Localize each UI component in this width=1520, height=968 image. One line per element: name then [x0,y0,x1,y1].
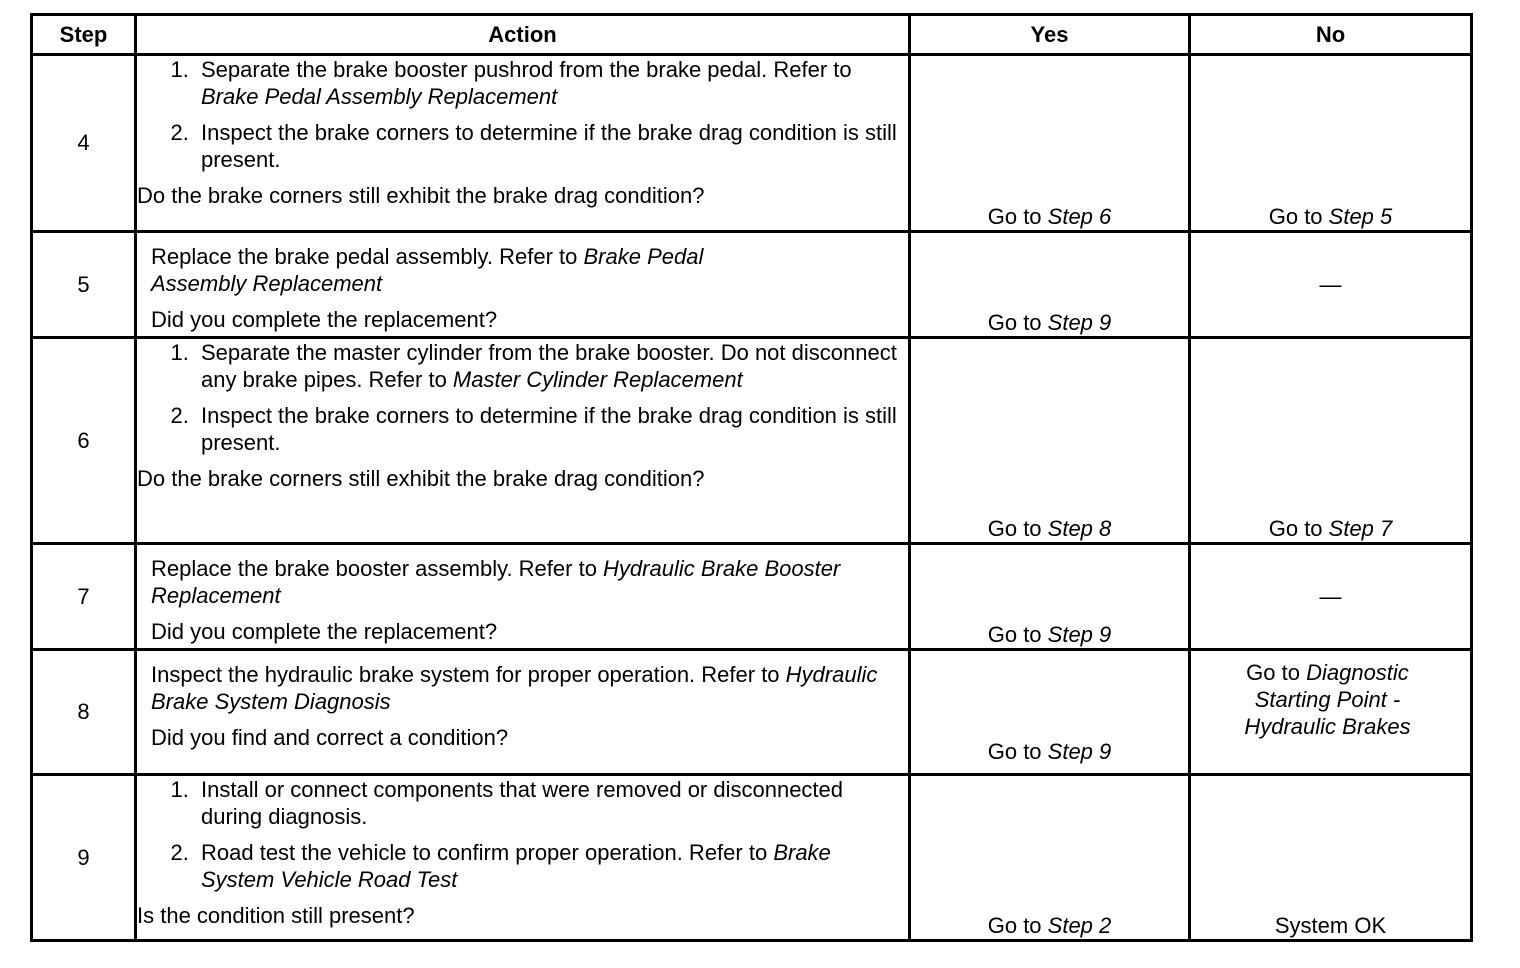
table-row [32,232,1472,338]
list-item [195,56,908,110]
action-list [137,339,908,456]
question: Do the brake corners still exhibit the brake drag condition? [137,183,705,208]
yes-cell [910,232,1190,338]
no-reference: Diagnostic Starting Point - Hydraulic Brakes [1244,660,1411,739]
action-cell [136,544,910,650]
yes-cell [910,544,1190,650]
yes-reference: Step 9 [1047,622,1112,647]
item-reference: Master Cylinder Replacement [452,367,743,392]
instruction-reference: Hydraulic Brake Booster Replacement [151,556,841,608]
yes-reference: Step 6 [1047,204,1112,229]
yes-prefix: Go to [987,739,1048,764]
question: Do the brake corners still exhibit the brake drag condition? [137,466,705,491]
item-text: Separate the brake booster pushrod from the brake pedal. Refer to [201,57,852,82]
yes-cell [910,650,1190,775]
no-prefix: Go to [1246,660,1307,685]
no-cell [1190,55,1472,232]
item-text: Install or connect components that were removed or disconnected during diagnosis. [201,777,844,829]
step-number: 5 [32,232,136,338]
yes-reference: Step 2 [1047,913,1112,938]
list-item [195,119,908,173]
header-row [32,15,1472,55]
yes-reference: Step 9 [1047,739,1112,764]
item-text: Road test the vehicle to confirm proper operation. Refer to [201,840,774,865]
no-reference: Step 7 [1328,516,1393,541]
step-number: 7 [32,544,136,650]
instruction-text: Replace the brake pedal assembly. Refer to [151,244,584,269]
instruction-text: Inspect the hydraulic brake system for proper operation. Refer to [151,662,786,687]
instruction [151,243,908,297]
diagnostic-table [30,13,1473,942]
step-number: 4 [32,55,136,232]
step-number: 6 [32,338,136,544]
list-item [195,839,868,893]
table-row [32,775,1472,941]
yes-prefix: Go to [987,913,1048,938]
action-cell [136,232,910,338]
yes-prefix: Go to [987,310,1048,335]
table-row [32,544,1472,650]
yes-prefix: Go to [987,204,1048,229]
action-cell [136,775,910,941]
yes-reference: Step 8 [1047,516,1112,541]
item-text: Separate the master cylinder from the brake booster. Do not disconnect any brake pipes. Refer to [201,340,897,392]
item-reference: Brake System Vehicle Road Test [201,840,831,892]
instruction [151,661,908,715]
item-text: Inspect the brake corners to determine if the brake drag condition is still present. [201,403,897,455]
header-action: Action [136,15,910,55]
header-step: Step [32,15,136,55]
instruction-reference: Brake Pedal Assembly Replacement [151,244,704,296]
yes-cell [910,55,1190,232]
yes-cell [910,338,1190,544]
action-list [137,56,908,173]
no-prefix: Go to [1268,516,1329,541]
no-cell [1190,650,1472,775]
action-cell [136,338,910,544]
question: Did you complete the replacement? [151,307,498,332]
list-item [195,339,908,393]
table-row [32,338,1472,544]
yes-cell [910,775,1190,941]
no-cell: — [1190,544,1472,650]
step-number: 9 [32,775,136,941]
list-item [195,776,868,830]
no-cell: — [1190,232,1472,338]
header-yes: Yes [910,15,1190,55]
action-cell [136,55,910,232]
action-list [137,776,908,893]
yes-prefix: Go to [987,622,1048,647]
list-item [195,402,908,456]
question: Did you complete the replacement? [151,619,498,644]
question: Did you find and correct a condition? [151,725,509,750]
action-cell [136,650,910,775]
no-reference: Step 5 [1328,204,1393,229]
no-prefix: Go to [1268,204,1329,229]
yes-reference: Step 9 [1047,310,1112,335]
no-cell [1190,338,1472,544]
step-number: 8 [32,650,136,775]
instruction [151,555,908,609]
table-row [32,55,1472,232]
header-no: No [1190,15,1472,55]
item-text: Inspect the brake corners to determine if the brake drag condition is still present. [201,120,897,172]
instruction-text: Replace the brake booster assembly. Refer to [151,556,604,581]
no-cell: System OK [1190,775,1472,941]
instruction-reference: Hydraulic Brake System Diagnosis [151,662,878,714]
yes-prefix: Go to [987,516,1048,541]
table-row [32,650,1472,775]
item-reference: Brake Pedal Assembly Replacement [201,84,558,109]
question: Is the condition still present? [137,903,415,928]
